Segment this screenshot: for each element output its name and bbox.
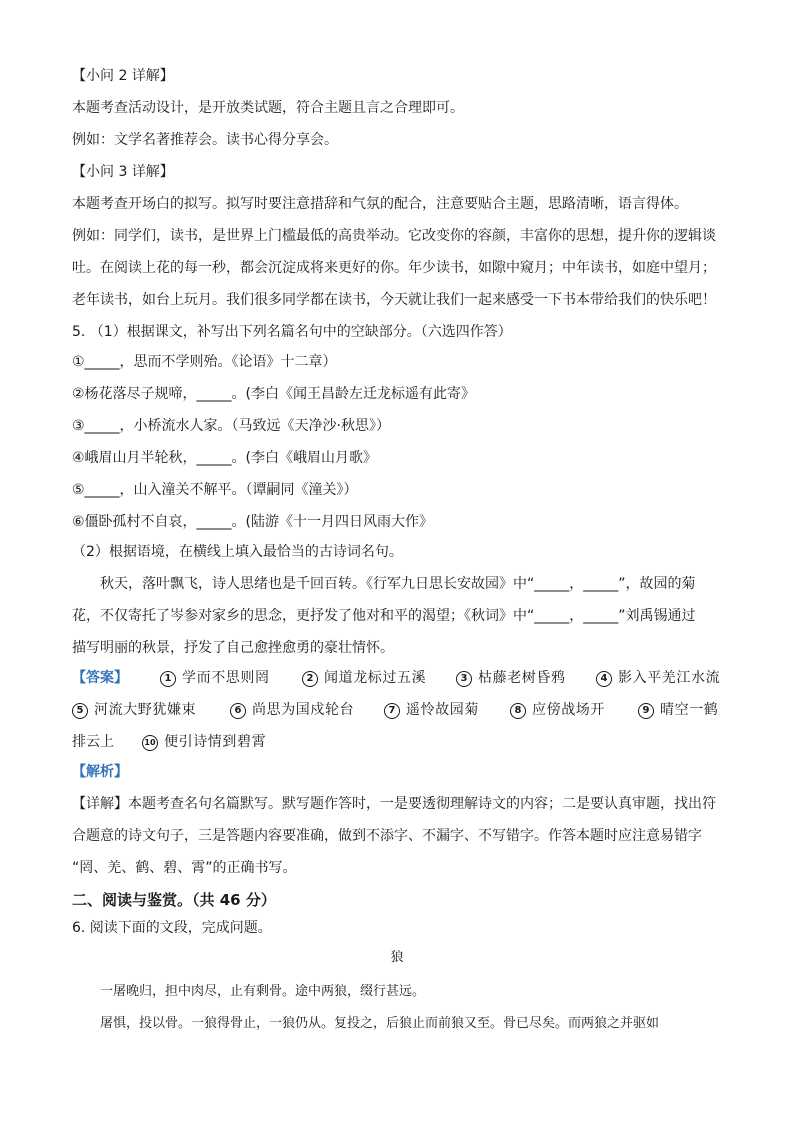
q3-example-line2: 吐。在阅读上花的每一秒，都会沉淀成将来更好的你。年少读书，如隙中窥月；中年读书，如庭中望月；	[72, 260, 716, 276]
section-title: 二、阅读与鉴赏。（共 46 分）	[72, 891, 276, 909]
circled-number: 2	[302, 671, 318, 687]
analysis-label: 【解析】	[72, 764, 128, 780]
circled-number: 10	[142, 735, 158, 751]
answer-item-5: 5 河流大野犹嫌束	[72, 700, 196, 720]
answer-item-7: 7 遥怜故园菊	[384, 700, 479, 720]
q5-item-2: ②杨花落尽子规啼，_____。(李白《闻王昌龄左迁龙标遥有此寄》	[72, 386, 476, 402]
circled-number: 8	[510, 703, 526, 719]
circled-number: 3	[456, 671, 472, 687]
answer-item-3: 3 枯藤老树昏鸦	[456, 668, 566, 688]
q5-part2: （2）根据语境，在横线上填入最恰当的古诗词名句。	[72, 544, 403, 560]
answer-item-9: 9 晴空一鹤	[638, 700, 718, 720]
passage-title: 狼	[390, 950, 404, 965]
q5-item-4: ④峨眉山月半轮秋，_____。(李白《峨眉山月歌》	[72, 450, 378, 466]
answer-item-6: 6 尚思为国戍轮台	[230, 700, 354, 720]
circled-number: 9	[638, 703, 654, 719]
q5-paragraph-line2: 花，不仅寄托了岑参对家乡的思念，更抒发了他对和平的渴望；《秋词》中“_____，_____”刘禹锡通过	[72, 608, 696, 624]
q2-example: 例如：文学名著推荐会。读书心得分享会。	[72, 132, 338, 148]
answer-item-4: 4 影入平羌江水流	[596, 668, 720, 688]
circled-number: 6	[230, 703, 246, 719]
q3-example-line3: 老年读书，如台上玩月。我们很多同学都在读书，今天就让我们一起来感受一下书本带给我们的快乐吧！	[72, 292, 716, 308]
q3-example-line1: 例如：同学们，读书，是世界上门槛最低的高贵举动。它改变你的容颜，丰富你的思想，提升你的逻辑谈	[72, 228, 716, 244]
answer-item-10: 10 便引诗情到碧霄	[142, 732, 266, 752]
circled-number: 5	[72, 703, 88, 719]
answer-label: 【答案】	[72, 670, 128, 686]
answer-item-2: 2 闻道龙标过五溪	[302, 668, 426, 688]
q5-item-5: ⑤_____，山入潼关不解平。（谭嗣同《潼关》）	[72, 482, 358, 498]
detail-line2: 合题意的诗文句子，三是答题内容要准确，做到不添字、不漏字、不写错字。作答本题时应注意易错字	[72, 828, 702, 844]
answer-wrap-text: 排云上	[72, 734, 114, 750]
q3-text: 本题考查开场白的拟写。拟写时要注意措辞和气氛的配合，注意要贴合主题，思路清晰，语言得体。	[72, 196, 688, 212]
detail-line1: 【详解】本题考查名句名篇默写。默写题作答时，一是要透彻理解诗文的内容；二是要认真审题，找出符	[72, 796, 716, 812]
circled-number: 4	[596, 671, 612, 687]
q5-paragraph-line1: 秋天，落叶飘飞，诗人思绪也是千回百转。《行军九日思长安故园》中“_____，_____”，故园的菊	[100, 576, 696, 592]
answer-item-1: 1 学而不思则罔	[160, 668, 270, 688]
passage-line2: 屠惧，投以骨。一狼得骨止，一狼仍从。复投之，后狼止而前狼又至。骨已尽矣。而两狼之并驱如	[100, 1016, 660, 1031]
q6-stem: 6. 阅读下面的文段，完成问题。	[72, 920, 272, 936]
q5-stem: 5. （1）根据课文，补写出下列名篇名句中的空缺部分。（六选四作答）	[72, 324, 512, 340]
q5-item-3: ③_____，小桥流水人家。（马致远《天净沙·秋思》）	[72, 418, 390, 434]
q2-text: 本题考查活动设计，是开放类试题，符合主题且言之合理即可。	[72, 100, 464, 116]
answer-item-8: 8 应傍战场开	[510, 700, 605, 720]
q5-paragraph-line3: 描写明丽的秋景，抒发了自己愈挫愈勇的豪壮情怀。	[72, 640, 394, 656]
q5-item-6: ⑥僵卧孤村不自哀，_____。(陆游《十一月四日风雨大作》	[72, 514, 434, 530]
q2-header: 【小问 2 详解】	[72, 68, 174, 84]
passage-line1: 一屠晚归，担中肉尽，止有剩骨。途中两狼，缀行甚远。	[100, 984, 426, 999]
circled-number: 1	[160, 671, 176, 687]
circled-number: 7	[384, 703, 400, 719]
detail-line3: “罔、羌、鹤、碧、霄”的正确书写。	[72, 860, 297, 876]
q3-header: 【小问 3 详解】	[72, 164, 174, 180]
q5-item-1: ①_____，思而不学则殆。《论语》十二章）	[72, 354, 337, 370]
